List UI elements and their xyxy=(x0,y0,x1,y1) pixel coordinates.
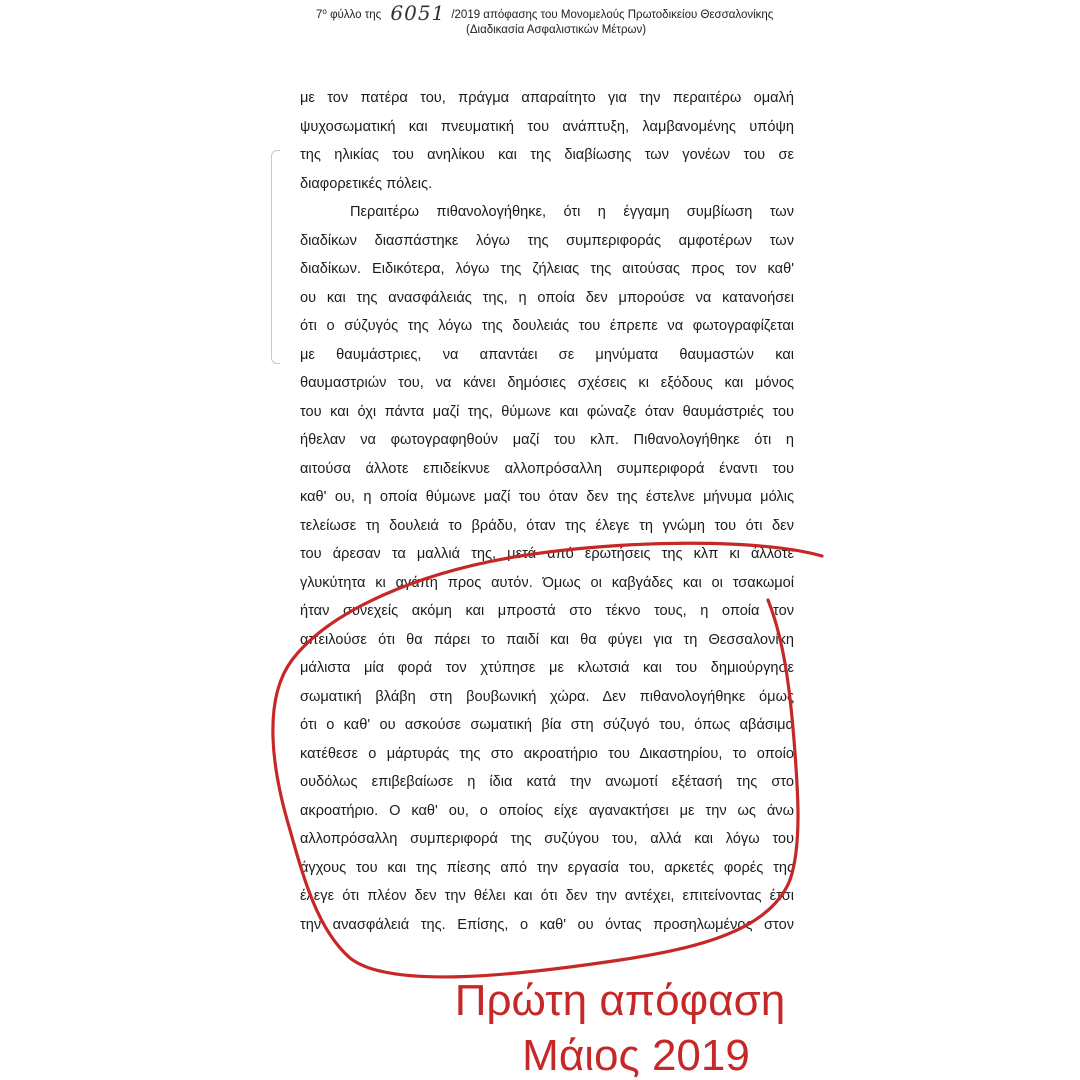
body-line: του και όχι πάντα μαζί της, θύμωνε και φώναζε όταν θαυμάστριές του xyxy=(300,403,794,420)
body-line: έλεγε ότι πλέον δεν την θέλει και ότι δεν την αντέχει, επιτείνοντας έτσι xyxy=(300,888,794,904)
body-line: ότι ο σύζυγός της λόγω της δουλειάς του έπρεπε να φωτογραφίζεται xyxy=(300,318,794,334)
body-line: διαδίκων. Ειδικότερα, λόγω της ζήλειας της αιτούσας προς τον καθ' xyxy=(300,261,794,277)
body-line: τελείωσε τη δουλειά το βράδυ, όταν της έλεγε τη γνώμη του ότι δεν xyxy=(300,517,794,534)
body-line: ήταν συνεχείς ακόμη και μπροστά στο τέκνο τους, η οποία τον xyxy=(300,603,794,619)
body-line: θαυμαστριών του, να κάνει δημόσιες σχέσεις κι εξόδους και μόνος xyxy=(300,375,794,391)
document-body xyxy=(300,84,794,939)
body-line: απειλούσε ότι θα πάρει το παιδί και θα φύγει για τη Θεσσαλονίκη xyxy=(300,631,794,648)
body-line: την ανασφάλειά της. Επίσης, ο καθ' ου όντας προσηλωμένος στον xyxy=(300,916,794,933)
margin-bracket-mark xyxy=(271,150,280,364)
header-line-1 xyxy=(316,1,796,25)
body-line: του άρεσαν τα μαλλιά της, μετά από ερωτήσεις της κλπ κι άλλοτε xyxy=(300,546,794,562)
header-line-1-rest: /2019 απόφασης του Μονομελούς Πρωτοδικείου Θεσσαλονίκης xyxy=(451,9,774,21)
sheet-ordinal-sup: ο xyxy=(322,7,327,16)
body-line: ου και της ανασφάλειάς της, η οποία δεν μπορούσε να κατανοήσει xyxy=(300,289,794,306)
body-line: διαφορετικές πόλεις. xyxy=(300,175,433,192)
annotation-caption-line-1: Πρώτη απόφαση xyxy=(454,976,786,1025)
body-line: αιτούσα άλλοτε επιδείκνυε αλλοπρόσαλλη συμπεριφορά έναντι του xyxy=(300,460,794,477)
body-line: ουδόλως επιβεβαίωσε η ίδια κατά την ανωμοτί εξέτασή της στο xyxy=(300,774,794,790)
body-line: ακροατήριο. Ο καθ' ου, ο οποίος είχε αγανακτήσει με την ως άνω xyxy=(300,802,794,819)
header-line-2: (Διαδικασία Ασφαλιστικών Μέτρων) xyxy=(466,24,647,36)
body-line: μάλιστα μία φορά τον χτύπησε με κλωτσιά και του δημιούργησε xyxy=(300,660,794,676)
body-line: άγχους του και της πίεσης από την εργασία του, αρκετές φορές της xyxy=(300,859,794,876)
annotation-caption-line-2: Μάιος 2019 xyxy=(522,1031,750,1080)
body-line: γλυκύτητα κι αγάπη προς αυτόν. Όμως οι καβγάδες και οι τσακωμοί xyxy=(300,574,794,591)
sheet-ordinal: 7 xyxy=(316,9,323,21)
handwritten-decision-number: 6051 xyxy=(390,1,446,25)
body-line: διαδίκων διασπάστηκε λόγω της συμπεριφοράς αμφοτέρων των xyxy=(300,232,794,249)
body-line: ότι ο καθ' ου ασκούσε σωματική βία στη σύζυγό του, όπως αβάσιμα xyxy=(300,717,794,733)
page-header xyxy=(316,1,796,38)
body-line: αλλοπρόσαλλη συμπεριφορά της συζύγου του, αλλά και λόγω του xyxy=(300,831,794,847)
sheet-prefix: φύλλο της xyxy=(330,9,382,21)
body-line: καθ' ου, η οποία θύμωνε μαζί του όταν δεν της έστελνε μήνυμα μόλις xyxy=(300,489,794,505)
body-line: κατέθεσε ο μάρτυράς της στο ακροατήριο του Δικαστηρίου, το οποίο xyxy=(300,745,794,762)
body-line: της ηλικίας του ανηλίκου και της διαβίωσης των γονέων του σε xyxy=(300,147,794,163)
body-line: σωματική βλάβη στη βουβωνική χώρα. Δεν πιθανολογήθηκε όμως xyxy=(300,688,794,705)
body-line: ήθελαν να φωτογραφηθούν μαζί του κλπ. Πιθανολογήθηκε ότι η xyxy=(300,432,794,448)
body-line: ψυχοσωματική και πνευματική του ανάπτυξη, λαμβανομένης υπόψη xyxy=(300,118,794,135)
body-line: Περαιτέρω πιθανολογήθηκε, ότι η έγγαμη συμβίωση των xyxy=(350,204,794,220)
body-line: με θαυμάστριες, να απαντάει σε μηνύματα θαυμαστών και xyxy=(300,346,794,363)
body-line: με τον πατέρα του, πράγμα απαραίτητο για την περαιτέρω ομαλή xyxy=(300,90,794,106)
